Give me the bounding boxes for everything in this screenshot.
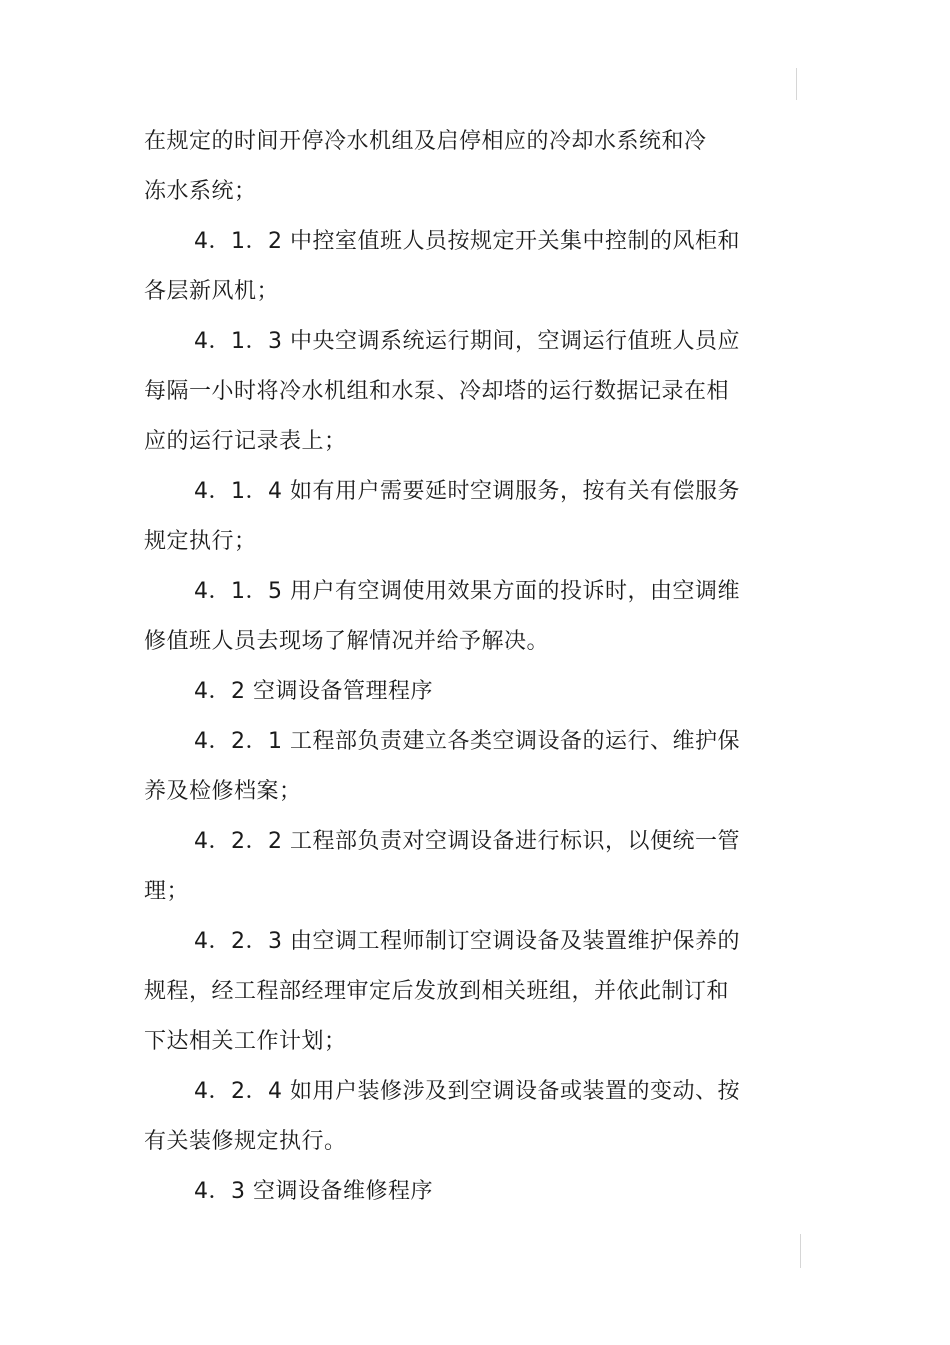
- text-line: 下达相关工作计划；: [144, 1029, 347, 1054]
- text-line: 4．1．5 用户有空调使用效果方面的投诉时，由空调维: [194, 579, 740, 604]
- section-heading: 4．3 空调设备维修程序: [194, 1179, 433, 1204]
- text-line: 冻水系统；: [144, 179, 257, 204]
- text-line: 每隔一小时将冷水机组和水泵、冷却塔的运行数据记录在相: [144, 379, 730, 404]
- section-heading: 4．2 空调设备管理程序: [194, 679, 433, 704]
- text-line: 理；: [144, 879, 190, 904]
- text-line: 养及检修档案；: [144, 779, 302, 804]
- text-line: 修值班人员去现场了解情况并给予解决。: [144, 629, 550, 654]
- text-line: 规程，经工程部经理审定后发放到相关班组，并依此制订和: [144, 979, 730, 1004]
- text-line: 各层新风机；: [144, 279, 280, 304]
- text-line: 应的运行记录表上；: [144, 429, 347, 454]
- text-line: 有关装修规定执行。: [144, 1129, 347, 1154]
- text-line: 4．2．1 工程部负责建立各类空调设备的运行、维护保: [194, 729, 740, 754]
- text-line: 4．1．2 中控室值班人员按规定开关集中控制的风柜和: [194, 229, 740, 254]
- margin-mark-top: [796, 68, 797, 100]
- text-line: 规定执行；: [144, 529, 257, 554]
- text-line: 4．2．2 工程部负责对空调设备进行标识，以便统一管: [194, 829, 740, 854]
- text-line: 4．2．4 如用户装修涉及到空调设备或装置的变动、按: [194, 1079, 740, 1104]
- text-line: 4．1．3 中央空调系统运行期间，空调运行值班人员应: [194, 329, 740, 354]
- margin-mark-bottom: [800, 1234, 801, 1268]
- text-line: 4．2．3 由空调工程师制订空调设备及装置维护保养的: [194, 929, 740, 954]
- text-line: 在规定的时间开停冷水机组及启停相应的冷却水系统和冷: [144, 129, 707, 154]
- text-line: 4．1．4 如有用户需要延时空调服务，按有关有偿服务: [194, 479, 740, 504]
